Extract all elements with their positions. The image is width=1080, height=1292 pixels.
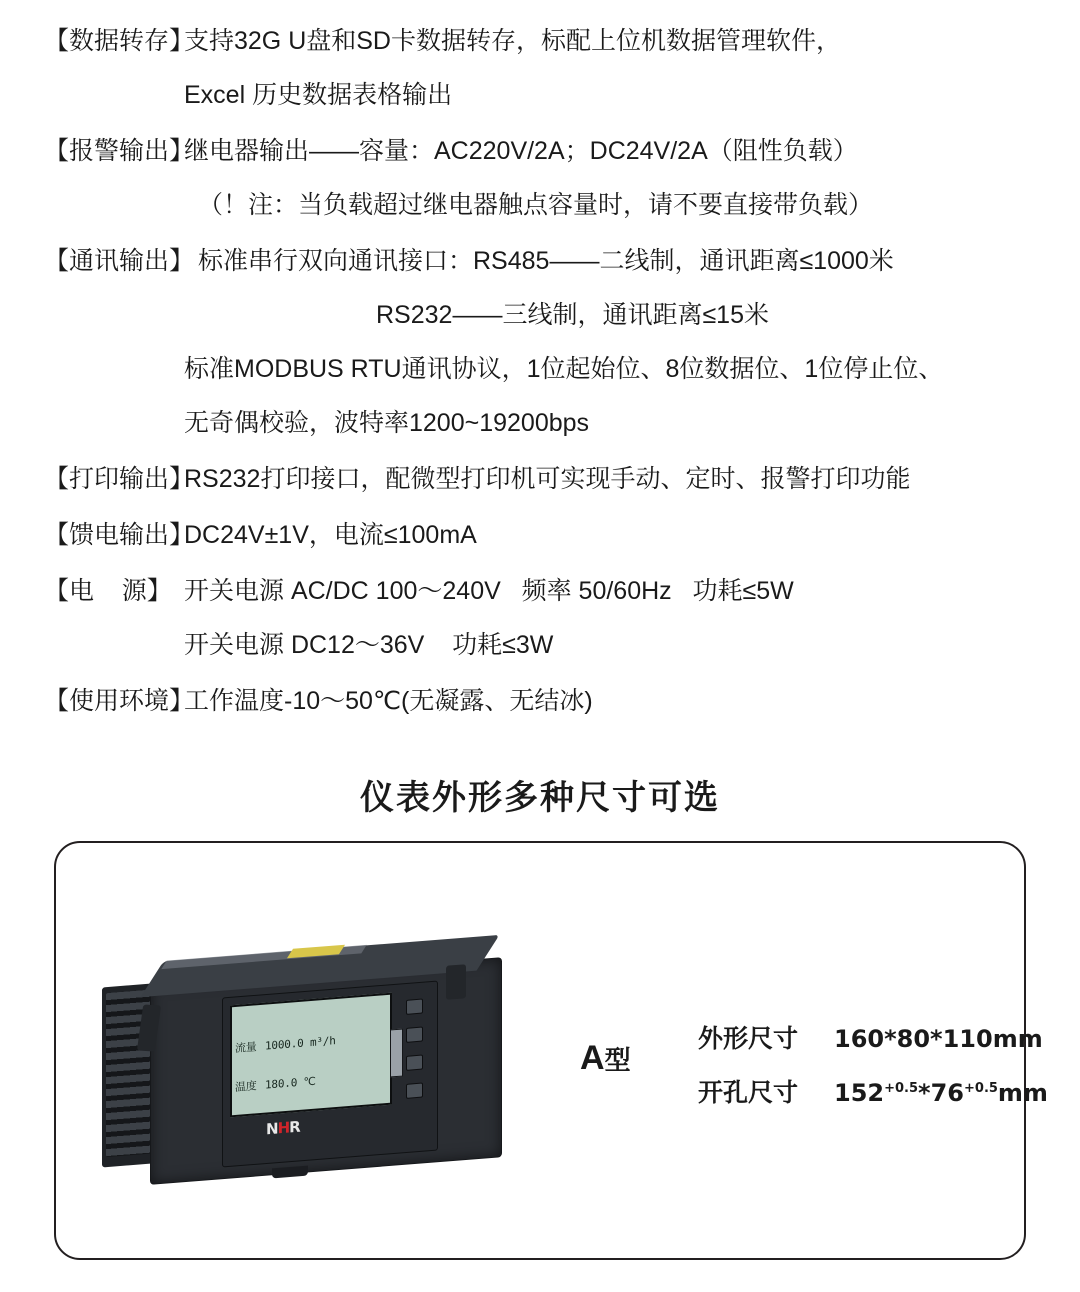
dimension-row [698, 1019, 1048, 1055]
dimension-row [698, 1073, 1048, 1109]
device-button [406, 1055, 423, 1071]
dimension-key: 外形尺寸 [698, 1025, 799, 1053]
spec-row [0, 452, 1080, 506]
dimension-unit: mm [997, 1079, 1048, 1107]
spec-value [176, 14, 1080, 122]
dimension-value-composed [834, 1079, 1048, 1107]
lcd-row-value: 1000.0 m³/h [265, 1034, 336, 1053]
spec-label: 【馈电输出】 [44, 521, 195, 549]
logo-h: H [277, 1118, 290, 1138]
device-button [406, 1027, 423, 1043]
spec-row [0, 674, 1080, 728]
spec-value [176, 452, 1080, 506]
lcd-row [235, 1030, 386, 1055]
spec-line: 标准串行双向通讯接口：RS485——二线制，通讯距离≤1000米 [198, 247, 894, 275]
spec-label: 【电 源】 [44, 577, 172, 605]
device-lcd-screen [230, 993, 392, 1118]
device-card-slot [390, 1028, 403, 1077]
spec-line: 标准MODBUS RTU通讯协议，1位起始位、8位数据位、1位停止位、 [184, 355, 944, 383]
lcd-readout [232, 995, 390, 1118]
spec-value [176, 234, 1080, 450]
lcd-row-label: 流量 [235, 1040, 257, 1055]
spec-line: （！注：当负载超过继电器触点容量时，请不要直接带负载） [198, 191, 874, 219]
dimension-separator: * [918, 1079, 931, 1107]
brand-logo [266, 1118, 300, 1139]
spec-row [0, 508, 1080, 562]
device-mount-clip-right [446, 964, 466, 1000]
spec-label: 【通讯输出】 [44, 247, 195, 275]
cutout-width: 152 [834, 1079, 885, 1107]
cutout-height-tolerance: +0.5 [964, 1081, 998, 1096]
logo-r: R [289, 1117, 300, 1137]
device-button [406, 1083, 423, 1099]
device-button-column [406, 998, 428, 1114]
spec-line: RS232打印接口，配微型打印机可实现手动、定时、报警打印功能 [184, 465, 911, 493]
lcd-row [235, 1069, 386, 1094]
section-title: 仪表外形多种尺寸可选 [360, 779, 720, 817]
spec-line: 支持32G U盘和SD卡数据转存，标配上位机数据管理软件， [184, 27, 841, 55]
spec-line: DC24V±1V，电流≤100mA [184, 521, 477, 549]
dimension-block [698, 1019, 1048, 1127]
dimension-value: 160*80*110mm [834, 1025, 1043, 1053]
spec-line: 开关电源 DC12～36V 功耗≤3W [184, 631, 554, 659]
logo-n: N [266, 1119, 278, 1139]
device-bottom-tab [272, 1166, 308, 1179]
lcd-row-value: 180.0 ℃ [265, 1074, 316, 1092]
spec-value [176, 674, 1080, 728]
model-label [580, 1039, 631, 1078]
spec-row [0, 564, 1080, 672]
spec-row [0, 234, 1080, 450]
product-card [54, 841, 1048, 1260]
spec-line: Excel 历史数据表格输出 [184, 81, 453, 109]
device-button [406, 999, 423, 1015]
spec-line: 工作温度-10～50℃(无凝露、无结冰) [184, 687, 593, 715]
model-suffix: 型 [604, 1045, 631, 1075]
spec-label: 【报警输出】 [44, 137, 195, 165]
spec-line: RS232——三线制，通讯距离≤15米 [376, 301, 769, 329]
cutout-width-tolerance: +0.5 [884, 1081, 919, 1096]
spec-line: 开关电源 AC/DC 100～240V 频率 50/60Hz 功耗≤5W [184, 577, 794, 605]
spec-value [176, 564, 1080, 672]
lcd-row-label: 温度 [235, 1079, 257, 1094]
spec-line: 继电器输出——容量：AC220V/2A；DC24V/2A（阻性负载） [184, 137, 858, 165]
spec-row [0, 14, 1080, 122]
cutout-height: 76 [930, 1079, 964, 1107]
model-prefix: A [580, 1039, 605, 1077]
spec-value [176, 508, 1080, 562]
spec-value [176, 124, 1080, 232]
dimension-key: 开孔尺寸 [698, 1079, 799, 1107]
spec-label: 【数据转存】 [44, 27, 195, 55]
spec-line: 无奇偶校验，波特率1200~19200bps [184, 409, 590, 437]
device-illustration [94, 933, 554, 1193]
spec-label: 【打印输出】 [44, 465, 195, 493]
spec-row [0, 124, 1080, 232]
spec-label: 【使用环境】 [44, 687, 195, 715]
